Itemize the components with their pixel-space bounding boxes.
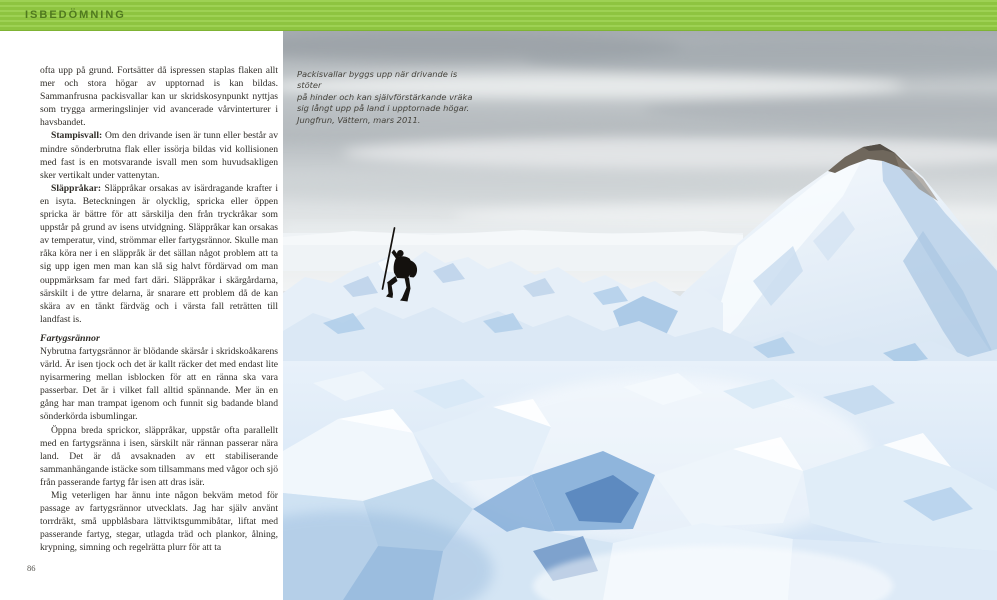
pack-ice-photo xyxy=(283,31,997,600)
paragraph-text: Mig veterligen har ännu inte någon bekväm metod för passage av fartygsrännor utvecklats. Jag har själv använt torrdräkt, små uppblåsbara lättviktsgummibåtar, liftat med passerande fartyg, stegar, utlagda träd och plankor, ålning, krypning, simning och regelrätta plurr för att ta xyxy=(40,490,278,554)
paragraph-text: Nybrutna fartygsrännor är blödande skärsår i skridskoåkarens värld. Är isen tjock och det är kallt räcker det med endast lite nyisarmering mellan isblocken för att en ränna ska vara passerbar. Det är i vilket fall alltid spännande. Mer än en gång har man trampat igenom och funnit sig badande bland sönderkörda isbumlingar. xyxy=(40,345,278,423)
body-text-column xyxy=(40,64,278,554)
photo-caption xyxy=(297,69,475,126)
paragraph-lead: Släppråkar: xyxy=(51,182,102,194)
paragraph-text: Om den drivande isen är tunn eller består av mindre sönderbrutna flak eller issörja bildas vid kollisionen med fast is en motsvarande isvall men som huvudsakligen sker vertikalt under vattenytan. xyxy=(40,130,278,181)
caption-line: sig långt upp på land i upptornade högar. xyxy=(297,103,470,114)
paragraph-lead: Stampisvall: xyxy=(51,130,103,142)
paragraph-text: Öppna breda sprickor, släppråkar, uppstår ofta parallellt med en fartygsränna i isen, särskilt när rännan passerar nära land. Det är då avsaknaden av ett stabiliserande sammanhängande istäcke som tillsammans med vågor och sjö från passerande fartyg får isen att dras isär. xyxy=(40,424,278,488)
chapter-title: ISBEDÖMNING xyxy=(25,9,126,21)
chapter-header-bar xyxy=(0,0,997,31)
paragraph-text: Släppråkar orsakas av isärdragande krafter i en isyta. Beteckningen är olycklig, spricka eller öppen spricka är bättre för att särskilja den från tryckråkar som uppstår på grund av isens utvidgning. Släppråkar kan orsakas av temperatur, vind, strömmar eller fartygsrännor. Skulle man råka köra ner i en släppråk är det sällan något problem att ta sig upp igen men man kan slå sig halvt fördärvad om man ouppmärksam far med fart däri. Släppråkar i skärgårdarna, särskilt i de yttre delarna, är snarare ett problem då de kan skära av en tänkt färdväg och i värsta fall reträtten till landfast is. xyxy=(40,182,278,325)
caption-line: på hinder och kan självförstärkande vräka xyxy=(297,91,473,102)
caption-line: Jungfrun, Vättern, mars 2011. xyxy=(297,114,421,125)
caption-line: Packisvallar byggs upp när drivande is stöter xyxy=(297,69,458,91)
section-subheading: Fartygsrännor xyxy=(40,332,100,344)
paragraph xyxy=(40,129,278,181)
paragraph-text: ofta upp på grund. Fortsätter då ispressen staplas flaken allt mer och stora högar av upptornad is kan bildas. Sammanfrusna packisvallar kan ur skridskosynpunkt nyttjas som trygga armeringslinjer vid avancerade vårvinterturer i havsbandet. xyxy=(40,65,278,129)
paragraph xyxy=(40,345,278,424)
paragraph xyxy=(40,182,278,326)
page-number: 86 xyxy=(27,563,36,573)
paragraph xyxy=(40,64,278,129)
pack-ice-foreground xyxy=(283,361,997,600)
paragraph xyxy=(40,424,278,489)
paragraph xyxy=(40,489,278,554)
